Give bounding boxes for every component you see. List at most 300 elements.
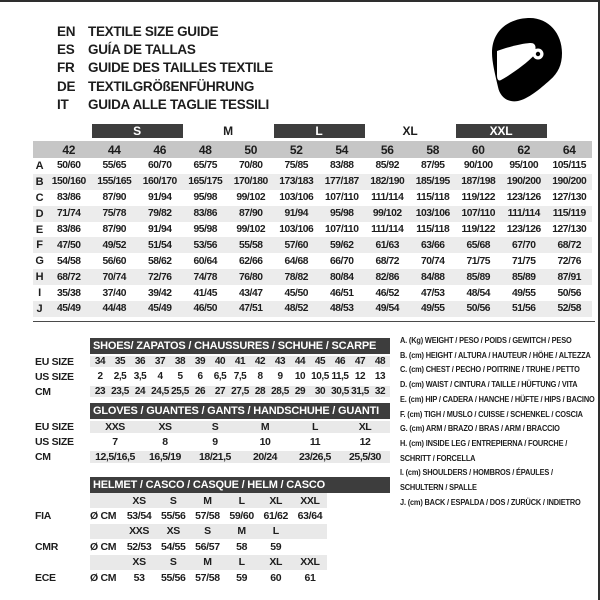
helmet-value-row: [35, 508, 327, 523]
measurement-value: 115/118: [416, 224, 450, 235]
size-number: 56: [380, 142, 394, 157]
gloves-table: [35, 403, 390, 465]
helmet-size-label: XXL: [300, 494, 320, 507]
size-number: 64: [562, 142, 576, 157]
measurement-value: 46/50: [193, 303, 218, 315]
diameter-unit-label: Ø CM: [90, 540, 117, 553]
helmet-value: 59: [270, 540, 282, 553]
measurement-value: 155/165: [97, 176, 132, 188]
size-number: 52: [289, 142, 303, 157]
shoes-value: 2,5: [113, 371, 127, 383]
measurement-value: 173/183: [279, 176, 314, 188]
shoes-value: 40: [214, 356, 226, 368]
language-row: [57, 40, 273, 58]
measurement-value: 107/110: [324, 224, 359, 235]
shoes-value: 41: [234, 356, 246, 368]
measurement-value: 79/82: [147, 208, 172, 220]
helmet-size-label: XL: [269, 556, 283, 569]
helmet-size-label: XS: [166, 525, 180, 538]
helmet-value: 61: [304, 571, 316, 584]
shoes-value: 30,5: [331, 386, 349, 398]
gloves-value: 25,5/30: [349, 450, 381, 463]
shoes-value: 11,5: [331, 371, 349, 383]
shoes-value: 25,5: [171, 386, 189, 398]
measurement-value: 83/86: [193, 208, 218, 220]
language-row: [57, 96, 273, 114]
language-code: DE: [57, 78, 76, 94]
measurement-value: 49/55: [511, 287, 536, 299]
shoes-value: 27,5: [231, 386, 249, 398]
helmet-size-label: M: [237, 525, 246, 538]
measurement-value: 39/42: [147, 287, 172, 299]
helmet-size-label: [293, 525, 327, 537]
measurement-value: 68/72: [375, 255, 400, 267]
helmet-value: 55/56: [160, 510, 186, 523]
gloves-value: XL: [358, 420, 372, 433]
gloves-table-title: GLOVES / GUANTES / GANTS / HANDSCHUHE / GUANTI: [90, 403, 390, 419]
shoes-value: 26: [194, 386, 206, 398]
standard-label: FIA: [35, 510, 52, 523]
legend-line: SCHULTERN / SPALLE: [400, 482, 477, 493]
helmet-size-label: XS: [132, 494, 146, 507]
gloves-value: XXS: [105, 420, 125, 433]
measurement-value: 87/90: [238, 208, 263, 220]
size-number: 42: [62, 142, 76, 157]
helmet-value: 57/58: [195, 571, 220, 584]
helmet-value: 54/55: [160, 540, 186, 553]
measurement-value: 65/75: [193, 160, 218, 172]
measurement-value: 185/195: [415, 176, 450, 188]
size-number: 44: [107, 142, 121, 157]
shoes-value: 35: [114, 356, 126, 368]
helmet-size-label: S: [169, 494, 177, 507]
row-letter: D: [35, 207, 44, 220]
measurement-row: [33, 174, 592, 190]
measurement-value: 119/122: [461, 224, 495, 235]
shoes-value: 37: [154, 356, 166, 368]
legend-line: C. (cm) CHEST / PECHO / POITRINE / TRUHE / PETTO: [400, 364, 580, 375]
shoes-table-title: SHOES/ ZAPATOS / CHAUSSURES / SCHUHE / SCARPE: [90, 338, 390, 354]
measurement-value: 53/56: [193, 239, 218, 251]
helmet-size-header-row: [90, 493, 327, 508]
shoes-value: 23,5: [111, 386, 129, 398]
measurement-row: [33, 237, 592, 253]
measurement-value: 47/53: [420, 287, 445, 299]
measurement-value: 111/114: [507, 208, 540, 220]
measurement-value: 58/62: [147, 255, 172, 267]
measurement-value: 87/95: [420, 160, 445, 172]
measurement-value: 49/54: [375, 303, 400, 315]
measurement-value: 64/68: [284, 255, 309, 267]
measurement-legend: [400, 333, 600, 509]
measurement-value: 160/170: [142, 176, 177, 188]
helmet-value: [293, 541, 327, 553]
shoes-value: 46: [334, 356, 346, 368]
row-letter: G: [35, 255, 44, 268]
gloves-row: [35, 419, 390, 434]
shoes-value: 2: [97, 371, 103, 383]
row-letter: E: [35, 223, 44, 236]
measurement-value: 71/75: [511, 255, 536, 267]
helmet-value: 59: [236, 571, 248, 584]
size-group-row: [33, 124, 592, 138]
row-label: EU SIZE: [35, 420, 74, 433]
shoes-value: 44: [294, 356, 306, 368]
measurement-rows: [33, 158, 592, 317]
measurement-value: 103/106: [279, 224, 314, 235]
section-divider: [33, 321, 595, 322]
shoes-value: 42: [254, 356, 266, 368]
measurement-value: 165/175: [188, 176, 223, 188]
helmet-value: 52/53: [126, 540, 152, 553]
shoes-row: [35, 369, 390, 384]
shoes-value: 29: [294, 386, 306, 398]
helmet-value: 53/54: [126, 510, 152, 523]
measurement-value: 43/47: [238, 287, 263, 299]
measurement-value: 48/53: [329, 303, 354, 315]
shoes-value: 28: [254, 386, 266, 398]
measurement-value: 55/58: [238, 239, 263, 251]
measurement-value: 115/119: [552, 208, 586, 220]
measurement-value: 62/66: [238, 255, 263, 267]
gloves-value: 11: [309, 435, 321, 448]
shoes-value: 34: [94, 356, 106, 368]
gloves-value: S: [211, 420, 219, 433]
measurement-value: 50/56: [557, 287, 582, 299]
shoes-value: 32: [374, 386, 386, 398]
gloves-value: L: [312, 420, 318, 433]
guide-title: GUIDE DES TAILLES TEXTILE: [88, 60, 274, 76]
helmet-value: 59/60: [229, 510, 254, 523]
helmet-value: 57/58: [195, 510, 220, 523]
shoes-value: 27: [214, 386, 226, 398]
measurement-value: 107/110: [324, 192, 359, 204]
helmet-table-title: HELMET / CASCO / CASQUE / HELM / CASCO: [90, 477, 390, 493]
row-letter: I: [38, 287, 41, 300]
measurement-value: 150/160: [51, 176, 86, 188]
helmet-standard-section: [35, 524, 390, 555]
measurement-value: 91/94: [147, 192, 172, 204]
measurement-value: 78/82: [284, 271, 309, 283]
shoes-value: 10,5: [311, 371, 329, 383]
shoes-value: 8: [257, 371, 263, 383]
shoes-value: 28,5: [271, 386, 289, 398]
measurement-value: 87/91: [557, 271, 582, 283]
helmet-value-row: [35, 570, 327, 585]
guide-title: TEXTILE SIZE GUIDE: [88, 23, 219, 39]
measurement-value: 103/106: [279, 192, 314, 204]
shoes-value: 12: [354, 371, 366, 383]
legend-line: G. (cm) ARM / BRAZO / BRAS / ARM / BRACCIO: [400, 423, 560, 434]
measurement-value: 85/89: [511, 271, 536, 283]
shoes-value: 39: [194, 356, 206, 368]
shoes-table: [35, 338, 390, 400]
helmet-size-label: XXS: [129, 525, 150, 538]
size-group-label: S: [92, 124, 183, 138]
measurement-value: 105/115: [552, 160, 586, 172]
language-code: EN: [57, 23, 76, 39]
measurement-value: 91/94: [147, 224, 172, 235]
language-row: [57, 59, 273, 77]
legend-line: A. (Kg) WEIGHT / PESO / POIDS / GEWITCH / PESO: [400, 335, 572, 345]
gloves-value: 9: [212, 435, 218, 448]
row-label: EU SIZE: [35, 355, 74, 368]
measurement-value: 83/86: [56, 224, 81, 235]
measurement-value: 90/100: [463, 160, 493, 172]
measurement-value: 60/64: [193, 255, 218, 267]
measurement-value: 37/40: [102, 287, 127, 299]
measurement-value: 119/122: [461, 192, 495, 204]
legend-line: J. (cm) BACK / ESPALDA / DOS / ZURÜCK / INDIETRO: [400, 496, 581, 507]
top-border: [0, 0, 600, 2]
measurement-value: 41/45: [193, 287, 218, 299]
language-code: ES: [57, 42, 75, 58]
measurement-value: 61/63: [375, 239, 400, 251]
legend-line: D. (cm) WAIST / CINTURA / TAILLE / HÜFTUNG / VITA: [400, 379, 578, 390]
shoes-value: 45: [314, 356, 326, 368]
shoes-value: 47: [354, 356, 366, 368]
shoes-value: 5: [177, 371, 183, 383]
shoes-value: 9: [277, 371, 283, 383]
measurement-value: 127/130: [552, 192, 587, 204]
measurement-value: 87/90: [102, 224, 127, 235]
row-label: CM: [35, 450, 51, 463]
measurement-value: 99/102: [372, 208, 402, 220]
measurement-value: 95/98: [193, 224, 218, 235]
guide-title: GUÍA DE TALLAS: [88, 42, 196, 58]
measurement-value: 80/84: [329, 271, 354, 283]
gloves-row: [35, 449, 390, 464]
measurement-value: 70/74: [420, 255, 445, 267]
measurement-value: 63/66: [420, 239, 445, 251]
language-row: [57, 77, 273, 95]
helmet-value-row: [35, 539, 327, 554]
measurement-value: 67/70: [511, 239, 536, 251]
measurement-value: 107/110: [461, 208, 495, 220]
measurement-value: 44/48: [102, 303, 127, 315]
helmet-table: [35, 477, 390, 585]
size-number: 46: [153, 142, 167, 157]
measurement-value: 99/102: [236, 224, 266, 235]
helmet-size-header-row: [90, 555, 327, 570]
measurement-value: 170/180: [233, 176, 268, 188]
row-letter: H: [35, 271, 44, 284]
measurement-value: 45/49: [147, 303, 172, 315]
gloves-value: 20/24: [252, 450, 278, 463]
size-number: 62: [517, 142, 531, 157]
row-label: US SIZE: [35, 435, 74, 448]
measurement-value: 85/92: [375, 160, 400, 172]
measurement-value: 95/100: [509, 160, 539, 172]
measurement-row: [33, 285, 592, 301]
measurement-value: 99/102: [236, 192, 266, 204]
measurement-value: 72/76: [147, 271, 172, 283]
measurement-value: 177/187: [324, 176, 359, 188]
row-letter: C: [35, 191, 44, 204]
shoes-value: 24,5: [151, 386, 169, 398]
shoes-value: 36: [134, 356, 146, 368]
gloves-value: 18/21,5: [199, 450, 231, 463]
helmet-size-label: L: [238, 556, 245, 569]
helmet-size-label: M: [203, 556, 212, 569]
row-letter: B: [35, 175, 44, 188]
measurement-value: 75/85: [284, 160, 309, 172]
language-code: IT: [57, 97, 69, 113]
measurement-value: 75/78: [102, 208, 127, 220]
group-row-spacer: [33, 124, 92, 138]
shoes-value: 24: [134, 386, 146, 398]
measurement-row: [33, 269, 592, 285]
row-letter: F: [36, 239, 43, 252]
measurement-value: 49/55: [420, 303, 445, 315]
measurement-value: 65/68: [466, 239, 491, 251]
size-number: 50: [244, 142, 258, 157]
measurement-value: 76/80: [238, 271, 263, 283]
helmet-size-label: S: [169, 556, 177, 569]
gloves-value: 12: [359, 435, 371, 448]
helmet-size-label: S: [204, 525, 211, 538]
helmet-standard-section: [35, 493, 390, 524]
measurement-value: 55/65: [102, 160, 127, 172]
helmet-size-label: M: [203, 494, 212, 507]
helmet-size-header-row: [90, 524, 327, 539]
measurement-value: 95/98: [193, 192, 218, 204]
helmet-value: 61/62: [263, 510, 289, 523]
shoes-value: 3,5: [133, 371, 147, 383]
legend-line: H. (cm) INSIDE LEG / ENTREPIERNA / FOURCHE /: [400, 437, 568, 448]
measurement-value: 95/98: [329, 208, 354, 220]
measurement-value: 45/50: [284, 287, 309, 299]
helmet-value: 58: [236, 540, 248, 553]
helmet-value: 53: [133, 571, 145, 584]
shoes-row: [35, 384, 390, 399]
measurement-value: 74/78: [193, 271, 218, 283]
measurement-value: 52/58: [557, 303, 582, 315]
measurement-value: 82/86: [375, 271, 400, 283]
measurement-value: 123/126: [506, 192, 541, 204]
standard-label: CMR: [35, 540, 59, 553]
measurement-value: 190/200: [552, 176, 587, 188]
helmet-standard-section: [35, 555, 390, 586]
helmet-value: 60: [270, 571, 282, 584]
measurement-value: 83/88: [329, 160, 354, 172]
measurement-value: 57/60: [284, 239, 309, 251]
guide-title: GUIDA ALLE TAGLIE TESSILI: [88, 97, 269, 113]
measurement-value: 51/56: [511, 303, 536, 315]
measurement-value: 70/80: [238, 160, 263, 172]
helmet-value: 56/57: [195, 540, 220, 553]
gloves-value: 23/26,5: [299, 450, 331, 463]
measurement-row: [33, 253, 592, 269]
measurement-value: 59/62: [329, 239, 354, 251]
measurement-row: [33, 158, 592, 174]
measurement-value: 83/86: [56, 192, 81, 204]
measurement-value: 111/114: [371, 224, 404, 235]
helmet-size-label: XL: [269, 494, 283, 507]
shoes-value: 6,5: [213, 371, 227, 383]
shoes-value: 48: [374, 356, 386, 368]
shoes-value: 23: [94, 386, 106, 398]
measurement-value: 190/200: [506, 176, 541, 188]
size-group-label: XXL: [456, 124, 547, 138]
measurement-value: 50/56: [466, 303, 491, 315]
measurement-value: 72/76: [557, 255, 582, 267]
size-group-label: M: [223, 124, 233, 138]
gloves-value: 12,5/16,5: [95, 450, 135, 463]
measurement-value: 115/118: [416, 192, 450, 204]
measurement-value: 66/70: [329, 255, 354, 267]
measurement-value: 187/198: [461, 176, 496, 188]
measurement-value: 46/51: [329, 287, 354, 299]
language-row: [57, 22, 273, 40]
gloves-value: 7: [112, 435, 118, 448]
shoes-value: 38: [174, 356, 186, 368]
gloves-row: [35, 434, 390, 449]
measurement-value: 49/52: [102, 239, 127, 251]
shoes-value: 30: [314, 386, 326, 398]
legend-line: F. (cm) TIGH / MUSLO / CUISSE / SCHENKEL / COSCIA: [400, 408, 583, 419]
row-letter: A: [35, 159, 44, 172]
measurement-value: 60/70: [147, 160, 172, 172]
helmet-value: 63/64: [297, 510, 323, 523]
language-code: FR: [57, 60, 75, 76]
measurement-value: 51/54: [147, 239, 172, 251]
legend-line: SCHRITT / FORCELLA: [400, 452, 476, 463]
gloves-value: 8: [162, 435, 168, 448]
helmet-size-label: L: [272, 525, 279, 538]
shoes-value: 43: [274, 356, 286, 368]
measurement-value: 68/72: [557, 239, 582, 251]
diameter-unit-label: Ø CM: [90, 571, 117, 584]
diameter-unit-label: Ø CM: [90, 510, 117, 523]
shoes-value: 6: [197, 371, 203, 383]
measurement-value: 35/38: [56, 287, 81, 299]
size-group-label: XL: [402, 124, 418, 138]
measurement-value: 85/89: [466, 271, 491, 283]
measurement-value: 111/114: [371, 192, 404, 204]
standard-label: ECE: [35, 571, 56, 584]
measurement-row: [33, 190, 592, 206]
helmet-size-label: L: [238, 494, 245, 507]
measurement-value: 48/52: [284, 303, 309, 315]
measurement-value: 91/94: [284, 208, 309, 220]
measurement-value: 50/60: [56, 160, 81, 172]
measurement-row: [33, 301, 592, 317]
measurement-value: 71/75: [466, 255, 491, 267]
shoes-value: 13: [374, 371, 386, 383]
helmet-size-label: XXL: [300, 556, 320, 569]
measurement-value: 46/52: [375, 287, 400, 299]
size-number: 60: [471, 142, 485, 157]
measurement-value: 47/51: [238, 303, 263, 315]
language-list: [57, 22, 273, 114]
measurement-value: 70/74: [102, 271, 127, 283]
measurement-row: [33, 206, 592, 222]
shoes-value: 31,5: [351, 386, 369, 398]
size-number: 54: [335, 142, 349, 157]
shoes-value: 4: [157, 371, 163, 383]
shoes-row: [35, 354, 390, 369]
measurement-value: 127/130: [552, 224, 587, 235]
shoes-value: 10: [294, 371, 306, 383]
measurement-value: 71/74: [56, 208, 81, 220]
helmet-icon: [486, 13, 566, 105]
legend-line: B. (cm) HEIGHT / ALTURA / HAUTEUR / HÖHE / ALTEZZA: [400, 349, 591, 360]
size-number: 58: [426, 142, 440, 157]
legend-line: E. (cm) HIP / CADERA / HANCHE / HÜFTE / HIPS / BACINO: [400, 393, 595, 404]
measurement-value: 84/88: [420, 271, 445, 283]
measurement-value: 68/72: [56, 271, 81, 283]
